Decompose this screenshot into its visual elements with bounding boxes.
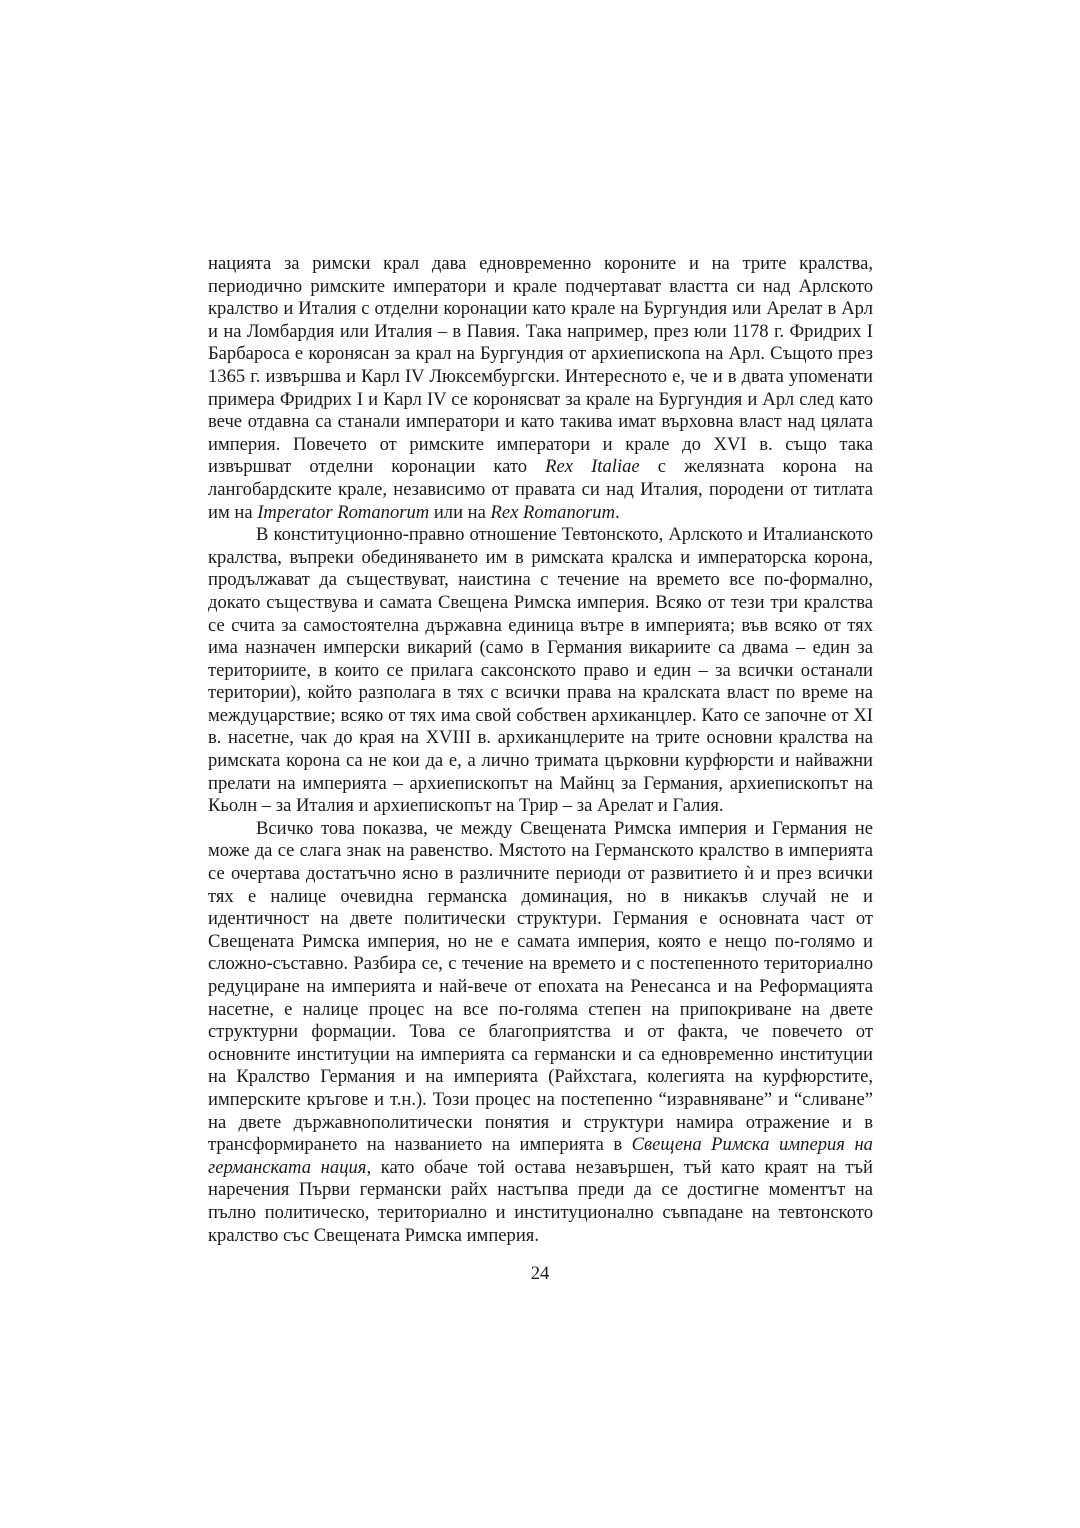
paragraph-1 xyxy=(208,253,873,524)
text-span: Всичко това показва, че между Свещената Римска империя и Германия не може да се слага знак на равенство. Мястото на Германското кралство в империята се очертава достатъчно ясно в различните периоди от развитието ѝ и през всички тях е налице очевидна германска доминация, но в никакъв случай не и идентичност на двете политически структури. Германия е основната част от Свещената Римска империя, но не е самата империя, която е нещо по-голямо и сложно-съставно. Разбира се, с течение на времето и с постепенното териториално редуциране на империята и най-вече от епохата на Ренесанса и на Реформацията насетне, е налице процес на все по-голяма степен на припокриване на двете структурни формации. Това се благоприятства и от факта, че повечето от основните институции на империята са германски и са едновременно институции на Кралство Германия и на империята (Райхстага, колегията на курфюрстите, имперските кръгове и т.н.). Този процес на постепенно “изравняване” и “сливане” на двете държавнополитически понятия и структури намира отражение и в трансформирането на названието на империята в xyxy=(208,817,873,1156)
italic-term: Свещена Римска империя на германската нация xyxy=(208,1134,873,1178)
text-span: , като обаче той остава незавършен, тъй като краят на тъй наречения Първи германски райх настъпва преди да се достигне моментът на пълно политическо, териториално и институционално съвпадане на тевтонското кралство със Свещената Римска империя. xyxy=(208,1156,873,1246)
page-number: 24 xyxy=(530,1263,550,1284)
italic-term: Rex Romanorum xyxy=(490,501,615,523)
text-span: . xyxy=(615,501,620,523)
italic-term: Imperator Romanorum xyxy=(257,501,430,523)
text-span: с желязната корона на лангобардските крале, независимо от правата си над Италия, породени от титлата им на xyxy=(208,456,873,523)
text-span: нацията за римски крал дава едновременно короните и на трите кралства, периодично римските императори и крале подчертават властта си над Арлското кралство и Италия с отделни коронации като крале на Бургундия или Арелат в Арл и на Ломбардия или Италия – в Павия. Така например, през юли 1178 г. Фридрих I Барбароса е коронясан за крал на Бургундия от архиепископа на Арл. Същото през 1365 г. извършва и Карл IV Люксембургски. Интересното е, че и в двата упоменати примера Фридрих I и Карл IV се коронясват за крале на Бургундия и Арл след като вече отдавна са станали императори и като такива имат върховна власт над цялата империя. Повечето от римските императори и крале до XVI в. също така извършват отделни коронации като xyxy=(208,253,873,478)
paragraph-2 xyxy=(208,524,873,818)
text-span: В конституционно-правно отношение Тевтонското, Арлското и Италианското кралства, въпреки обединяването им в римската кралска и императорска корона, продължават да съществуват, наистина с течение на времето все по-формално, докато съществува и самата Свещена Римска империя. Всяко от тези три кралства се счита за самостоятелна държавна единица вътре в империята; във всяко от тях има назначен имперски викарий (само в Германия викариите са двама – един за териториите, в които се прилага саксонското право и един – за всички останали територии), който разполага в тях с всички права на кралската власт по време на междуцарствие; всяко от тях има свой собствен архиканцлер. Като се започне от XI в. насетне, чак до края на XVIII в. архиканцлерите на трите основни кралства на римската корона са не кои да е, а лично тримата църковни курфюрсти и найважни прелати на империята – архиепископът на Майнц за Германия, архиепископът на Кьолн – за Италия и архиепископът на Трир – за Арелат и Галия. xyxy=(208,524,873,817)
body-text xyxy=(208,253,873,1247)
paragraph-3 xyxy=(208,818,873,1247)
text-span: или на xyxy=(429,501,491,523)
italic-term: Rex Italiae xyxy=(545,456,640,478)
